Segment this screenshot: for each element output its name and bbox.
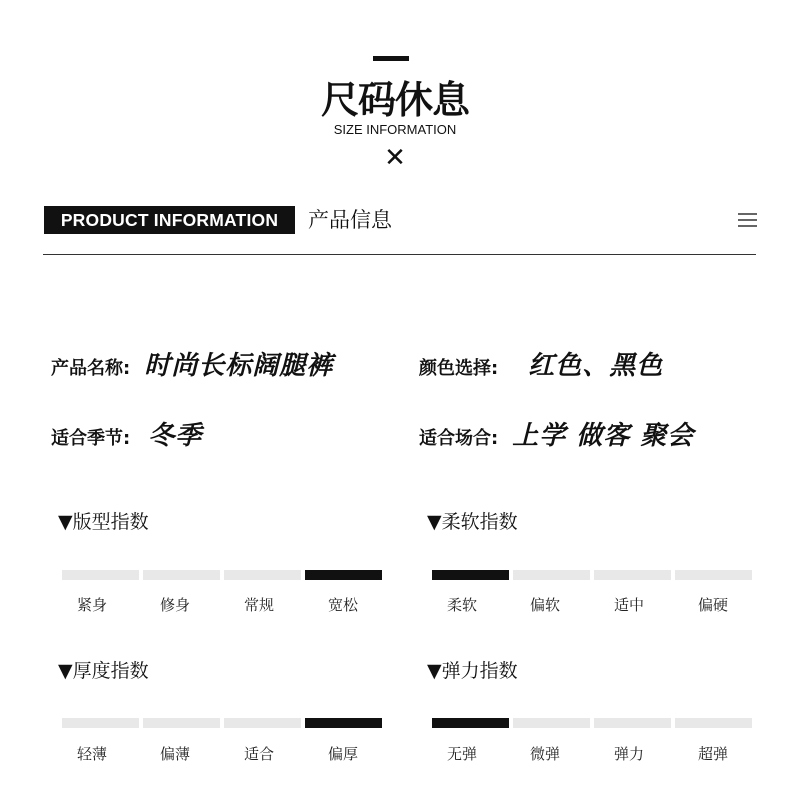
elasticity-index-title: ▼弹力指数 <box>427 660 518 682</box>
fit-scale-segment-selected <box>305 570 382 580</box>
softness-index-scale <box>432 570 754 580</box>
product-information-title: 产品信息 <box>308 208 392 232</box>
fit-scale-segment <box>62 570 139 580</box>
size-info-subtitle: SIZE INFORMATION <box>333 122 457 137</box>
fit-index-labels <box>52 594 374 614</box>
softness-scale-segment <box>594 570 671 580</box>
color-field <box>419 345 663 382</box>
softness-scale-segment-selected <box>432 570 509 580</box>
cross-icon: ✕ <box>384 143 406 173</box>
fit-index-scale <box>62 570 384 580</box>
softness-index-labels <box>422 594 744 614</box>
fit-option-label: 常规 <box>243 596 274 614</box>
hamburger-menu-icon <box>738 212 757 228</box>
elasticity-index-labels <box>422 743 744 763</box>
thickness-index-scale <box>62 718 384 728</box>
season-field <box>51 415 202 452</box>
thickness-option-label: 偏厚 <box>327 745 358 763</box>
size-info-title: 尺码休息 <box>320 78 469 122</box>
fit-option-label: 修身 <box>159 596 190 614</box>
thickness-scale-segment-selected <box>305 718 382 728</box>
elasticity-option-label: 无弹 <box>446 745 477 763</box>
product-name-value: 时尚长标阔腿裤 <box>144 351 334 381</box>
thickness-scale-segment <box>143 718 220 728</box>
season-label: 适合季节: <box>51 428 131 449</box>
elasticity-scale-segment <box>675 718 752 728</box>
softness-scale-segment <box>675 570 752 580</box>
softness-option-label: 偏硬 <box>697 596 728 614</box>
elasticity-option-label: 微弹 <box>529 745 560 763</box>
thickness-option-label: 轻薄 <box>76 745 107 763</box>
softness-scale-segment <box>513 570 590 580</box>
product-name-field <box>51 345 333 382</box>
fit-index-title: ▼版型指数 <box>58 511 149 533</box>
color-value: 红色、黑色 <box>528 351 664 381</box>
fit-option-label: 宽松 <box>327 596 358 614</box>
thickness-scale-segment <box>224 718 301 728</box>
thickness-option-label: 偏薄 <box>159 745 190 763</box>
occasion-value: 上学 做客 聚会 <box>512 421 695 451</box>
fit-scale-segment <box>224 570 301 580</box>
top-dash-decoration <box>373 56 409 61</box>
elasticity-option-label: 弹力 <box>613 745 644 763</box>
thickness-index-title: ▼厚度指数 <box>58 660 149 682</box>
section-divider <box>43 254 756 255</box>
elasticity-scale-segment <box>513 718 590 728</box>
thickness-index-labels <box>52 743 374 763</box>
fit-option-label: 紧身 <box>76 596 107 614</box>
product-name-label: 产品名称: <box>51 358 131 379</box>
softness-option-label: 适中 <box>613 596 644 614</box>
softness-option-label: 偏软 <box>529 596 560 614</box>
elasticity-option-label: 超弹 <box>697 745 728 763</box>
elasticity-scale-segment <box>594 718 671 728</box>
thickness-option-label: 适合 <box>243 745 274 763</box>
season-value: 冬季 <box>148 421 203 451</box>
softness-index-title: ▼柔软指数 <box>427 511 518 533</box>
fit-scale-segment <box>143 570 220 580</box>
elasticity-index-scale <box>432 718 754 728</box>
elasticity-scale-segment-selected <box>432 718 509 728</box>
product-information-badge: PRODUCT INFORMATION <box>44 206 295 234</box>
occasion-field <box>419 415 694 452</box>
color-label: 颜色选择: <box>419 358 499 379</box>
occasion-label: 适合场合: <box>419 428 499 449</box>
thickness-scale-segment <box>62 718 139 728</box>
softness-option-label: 柔软 <box>446 596 477 614</box>
